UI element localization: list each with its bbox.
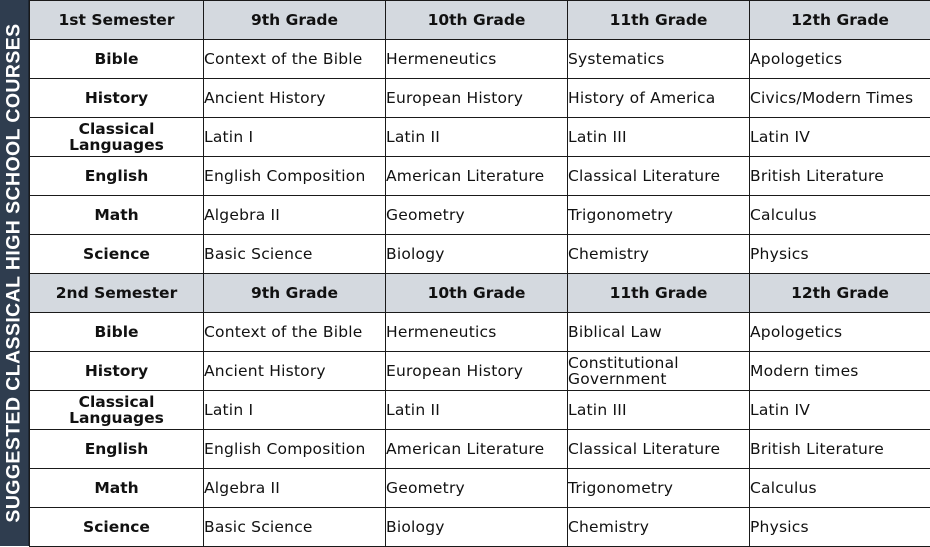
course-cell: English Composition: [204, 157, 386, 196]
course-cell: Constitutional Government: [568, 352, 750, 391]
grade-header: 10th Grade: [386, 274, 568, 313]
grade-header: 9th Grade: [204, 274, 386, 313]
table-row: [30, 391, 930, 430]
table-row: [30, 40, 930, 79]
course-cell: Biology: [386, 508, 568, 547]
subject-label: Bible: [30, 40, 204, 79]
courses-table: [29, 0, 930, 547]
course-cell: Chemistry: [568, 235, 750, 274]
table-row: [30, 79, 930, 118]
subject-label: Math: [30, 196, 204, 235]
course-cell: Latin IV: [750, 118, 930, 157]
course-cell: English Composition: [204, 430, 386, 469]
course-cell: Context of the Bible: [204, 313, 386, 352]
course-cell: Physics: [750, 508, 930, 547]
course-cell: Civics/Modern Times: [750, 79, 930, 118]
table-row: [30, 118, 930, 157]
subject-label: English: [30, 430, 204, 469]
table-row: [30, 313, 930, 352]
course-cell: Context of the Bible: [204, 40, 386, 79]
course-cell: Ancient History: [204, 352, 386, 391]
course-cell: History of America: [568, 79, 750, 118]
course-cell: Calculus: [750, 196, 930, 235]
table-row: [30, 235, 930, 274]
semester-header-row: [30, 274, 930, 313]
semester-header-row: [30, 1, 930, 40]
course-cell: Algebra II: [204, 196, 386, 235]
course-cell: Trigonometry: [568, 196, 750, 235]
course-cell: Latin III: [568, 118, 750, 157]
table-row: [30, 196, 930, 235]
course-cell: British Literature: [750, 157, 930, 196]
table-row: [30, 352, 930, 391]
grade-header: 10th Grade: [386, 1, 568, 40]
course-cell: Latin I: [204, 118, 386, 157]
grade-header: 12th Grade: [750, 274, 930, 313]
course-cell: Classical Literature: [568, 157, 750, 196]
course-cell: Physics: [750, 235, 930, 274]
course-cell: Calculus: [750, 469, 930, 508]
table-row: [30, 157, 930, 196]
subject-label: English: [30, 157, 204, 196]
course-cell: Latin I: [204, 391, 386, 430]
course-cell: Geometry: [386, 196, 568, 235]
grade-header: 9th Grade: [204, 1, 386, 40]
semester-label: 1st Semester: [30, 1, 204, 40]
grade-header: 11th Grade: [568, 1, 750, 40]
subject-label: Classical Languages: [30, 391, 204, 430]
course-cell: Trigonometry: [568, 469, 750, 508]
course-cell: Apologetics: [750, 313, 930, 352]
table-row: [30, 430, 930, 469]
course-cell: Geometry: [386, 469, 568, 508]
semester-label: 2nd Semester: [30, 274, 204, 313]
course-cell: Latin III: [568, 391, 750, 430]
course-cell: Ancient History: [204, 79, 386, 118]
subject-label: Math: [30, 469, 204, 508]
subject-label: Classical Languages: [30, 118, 204, 157]
course-cell: Biblical Law: [568, 313, 750, 352]
course-cell: European History: [386, 352, 568, 391]
course-cell: Latin II: [386, 391, 568, 430]
subject-label: Science: [30, 508, 204, 547]
side-title: SUGGESTED CLASSICAL HIGH SCHOOL COURSES: [3, 23, 26, 522]
table-row: [30, 469, 930, 508]
course-cell: Latin IV: [750, 391, 930, 430]
grade-header: 11th Grade: [568, 274, 750, 313]
subject-label: History: [30, 352, 204, 391]
subject-label: Bible: [30, 313, 204, 352]
course-cell: Basic Science: [204, 235, 386, 274]
course-cell: Hermeneutics: [386, 40, 568, 79]
course-cell: Chemistry: [568, 508, 750, 547]
course-cell: American Literature: [386, 430, 568, 469]
subject-label: History: [30, 79, 204, 118]
course-cell: Hermeneutics: [386, 313, 568, 352]
course-cell: Latin II: [386, 118, 568, 157]
grade-header: 12th Grade: [750, 1, 930, 40]
course-cell: European History: [386, 79, 568, 118]
course-cell: Biology: [386, 235, 568, 274]
course-cell: Systematics: [568, 40, 750, 79]
table-row: [30, 508, 930, 547]
side-title-bar: [0, 0, 29, 546]
course-cell: Algebra II: [204, 469, 386, 508]
course-cell: Basic Science: [204, 508, 386, 547]
course-cell: Modern times: [750, 352, 930, 391]
course-cell: Apologetics: [750, 40, 930, 79]
subject-label: Science: [30, 235, 204, 274]
course-cell: American Literature: [386, 157, 568, 196]
course-cell: British Literature: [750, 430, 930, 469]
course-cell: Classical Literature: [568, 430, 750, 469]
